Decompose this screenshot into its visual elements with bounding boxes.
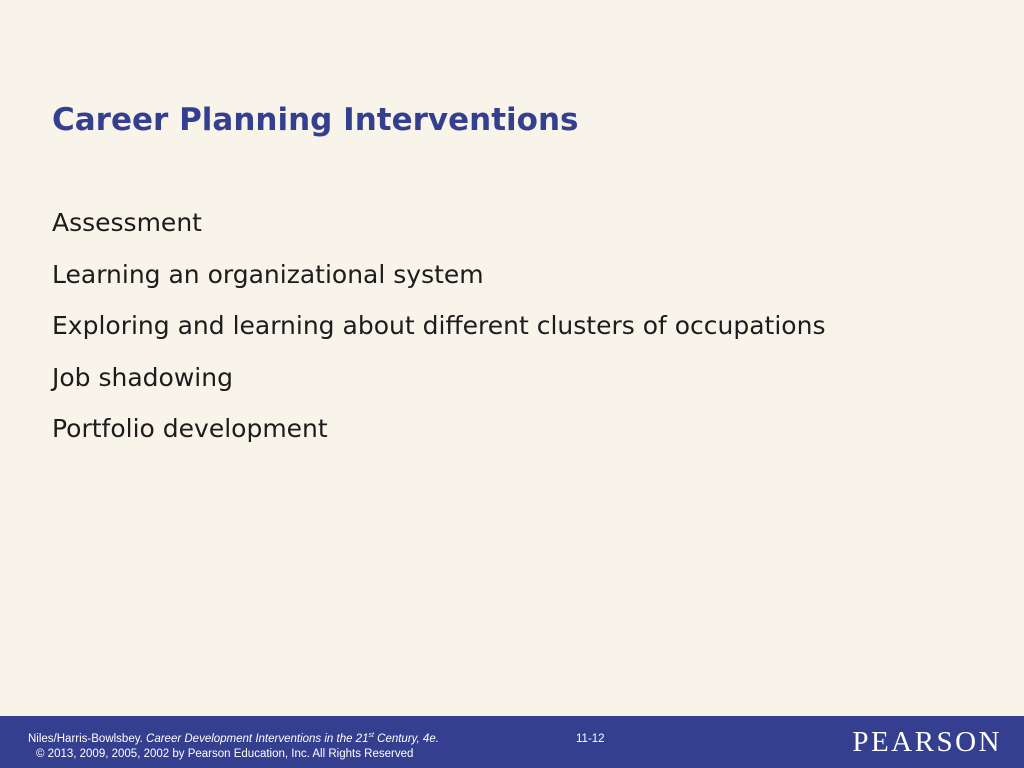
citation [28,732,439,762]
copyright-notice: © 2013, 2009, 2005, 2002 by Pearson Education, Inc. All Rights Reserved [36,748,414,760]
list-item: Learning an organizational system [52,259,484,289]
list-item: Job shadowing [52,362,233,392]
citation-line-1 [28,733,439,745]
list-item: Portfolio development [52,414,328,443]
slide-title: Career Planning Interventions [52,102,579,138]
citation-authors: Niles/Harris-Bowlsbey. [28,733,147,745]
citation-book-title [146,733,439,745]
pearson-logo: PEARSON [852,726,1002,758]
slide-number: 11-12 [576,733,605,745]
footer-bar [0,716,1024,768]
book-title-end: Century, 4e. [373,733,439,745]
list-item: Assessment [52,208,202,237]
list-item: Exploring and learning about different clusters of occupations [52,311,826,340]
bullet-list [52,205,825,463]
book-title-superscript: st [368,732,374,740]
book-title-start: Career Development Interventions in the 21 [146,733,369,745]
